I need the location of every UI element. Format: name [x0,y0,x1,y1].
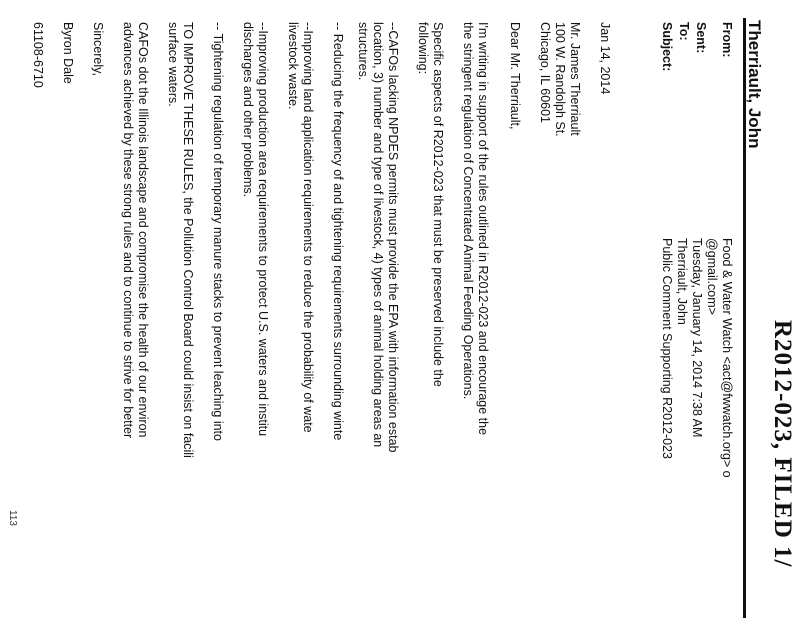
header-divider [743,18,746,618]
item-5: -- Tightening regulation of temporary manure stacks to prevent leaching into [211,22,225,441]
to-value: Therriault, John [675,238,689,325]
page-number: 113 [7,510,18,526]
intro-line-2: the stringent regulation of Concentrated Animal Feeding Operations. [461,22,475,400]
signer-zip: 61108-6710 [31,22,45,88]
from-label: From: [720,22,734,58]
sender-name: Therriault, John [745,20,764,149]
improve-line-1: TO IMPROVE THESE RULES, the Pollution Control Board could insist on facili [181,22,195,458]
address-line-3: Chicago, IL 60601 [538,22,552,124]
item-1-line-3: structures. [356,22,370,81]
item-4-line-1: --Improving production area requirements to protect U.S. waters and institu [256,22,270,437]
sent-value: Tuesday, January 14, 2014 7:38 AM [690,238,704,438]
address-line-1: Mr. James Therriault [568,22,582,136]
from-value: Food & Water Watch <act@fwwatch.org> o [720,238,734,478]
item-3-line-2: livestock waste. [286,22,300,110]
salutation: Dear Mr. Therriault, [508,22,522,130]
item-1-line-2: location, 3) number and type of livestock, 4) types of animal holding areas an [371,22,385,448]
to-label: To: [677,22,691,41]
address-line-2: 100 W. Randolph St. [553,22,567,137]
intro-line-1: I'm writing in support of the rules outlined in R2012-023 and encourage the [476,22,490,436]
filing-stamp: R2012-023, FILED 1/ [769,320,796,568]
subject-label: Subject: [660,22,674,72]
closing-line-1: CAFOs dot the Illinois landscape and compromise the health of our environ [136,22,150,438]
aspects-line-2: following: [416,22,430,75]
item-2: -- Reducing the frequency of and tightening requirements surrounding winte [331,22,345,441]
subject-value: Public Comment Supporting R2012-023 [660,238,674,459]
item-3-line-1: --Improving land application requirements to reduce the probability of wate [301,22,315,433]
improve-line-2: surface waters. [166,22,180,107]
from-value-continued: @gmail.com> [705,238,719,315]
sent-label: Sent: [694,22,708,54]
aspects-line-1: Specific aspects of R2012-023 that must be preserved include the [431,22,445,387]
letter-date: Jan 14, 2014 [598,22,612,95]
item-4-line-2: discharges and other problems. [241,22,255,198]
closing-line-2: advances achieved by these strong rules and to continue to strive for better [121,22,135,439]
item-1-line-1: --CAFOs lacking NPDES permits must provide the EPA with information estab [386,22,400,453]
signoff: Sincerely, [91,22,105,76]
signer-name: Byron Dale [61,22,75,84]
